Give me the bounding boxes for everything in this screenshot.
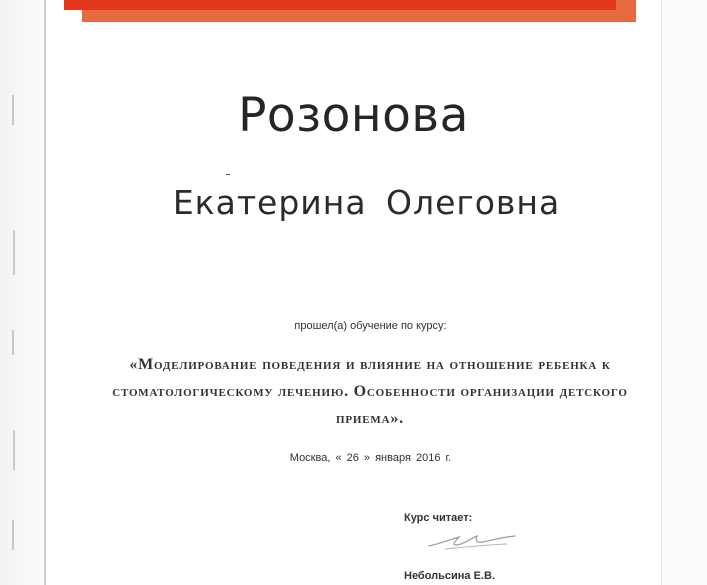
city-and-date: Москва, « 26 » января 2016 г. xyxy=(289,452,452,464)
scan-speck xyxy=(13,430,15,470)
course-title: «Моделирование поведения и влияние на отношение ребенка к стоматологическому лечению. Особенности организации детского приема». xyxy=(112,356,628,427)
scan-speck xyxy=(12,520,14,550)
lecturer-name: Небольсина Е.В. xyxy=(404,570,495,582)
scan-speck xyxy=(13,230,15,275)
course-intro-text: прошел(а) обучение по курсу: xyxy=(294,320,447,332)
signature-icon xyxy=(425,524,520,554)
recipient-given-names: Екатерина Олеговна xyxy=(172,183,561,222)
scan-mark xyxy=(226,174,230,175)
header-banner-red xyxy=(64,0,616,10)
lecturer-label: Курс читает: xyxy=(404,512,473,524)
scan-speck xyxy=(12,330,14,355)
recipient-surname: Розонова xyxy=(238,88,469,143)
